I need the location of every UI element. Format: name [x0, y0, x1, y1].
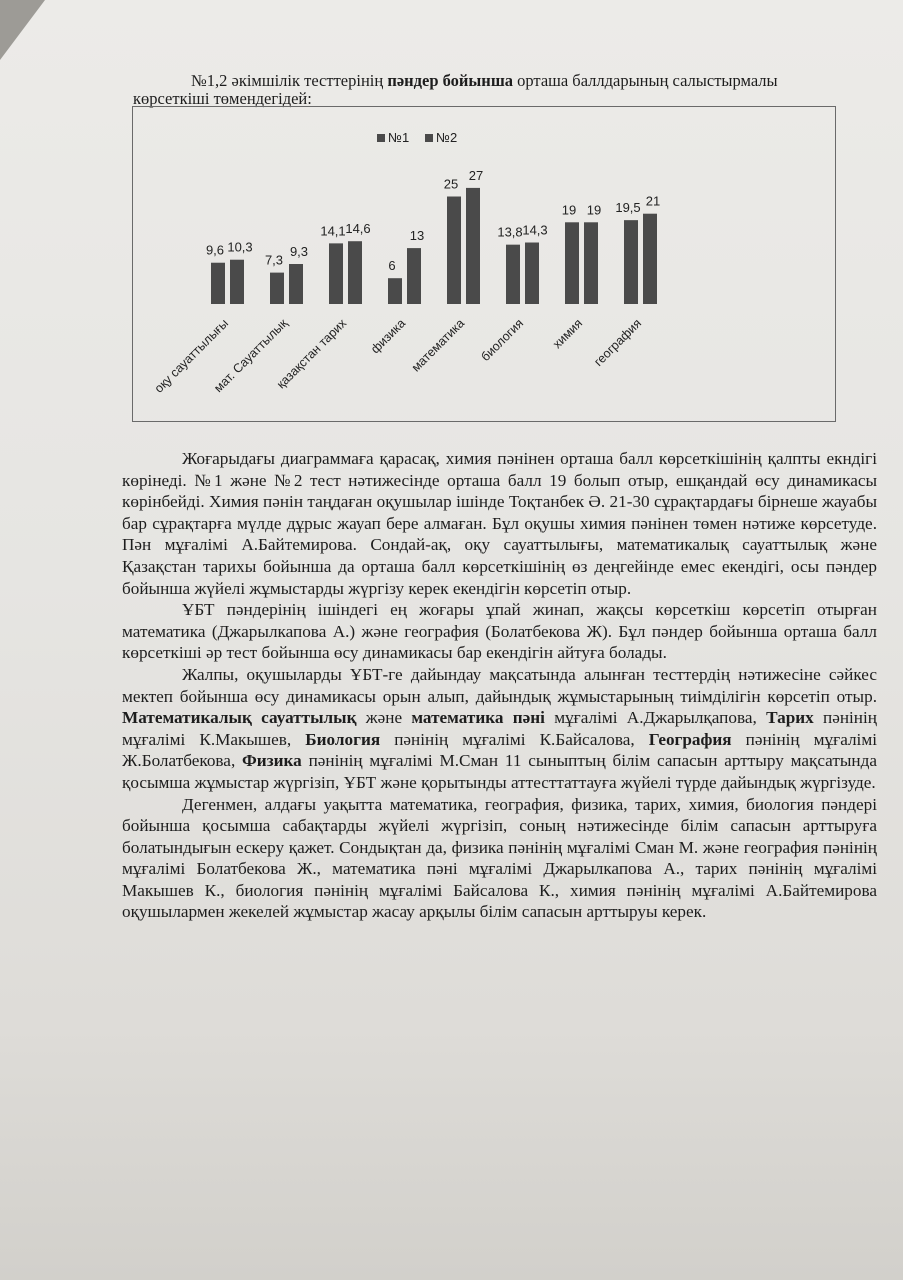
- bar: [230, 260, 244, 304]
- p3-bold-3: Тарих: [766, 708, 814, 728]
- legend-label: №2: [436, 130, 458, 145]
- heading-bold: пәндер бойынша: [387, 71, 513, 90]
- bar: [506, 245, 520, 304]
- bar: [643, 214, 657, 304]
- category-label: оқу сауаттылығы: [151, 316, 232, 396]
- bar: [329, 243, 343, 304]
- data-label: 13: [409, 228, 425, 244]
- heading-text-a: №1,2 әкімшілік тесттерінің: [191, 71, 388, 90]
- data-label: 25: [443, 176, 459, 192]
- page-heading: [133, 72, 853, 108]
- legend-label: №1: [388, 130, 410, 145]
- paragraph-3: [122, 664, 877, 794]
- bar: [348, 241, 362, 304]
- heading-line-1: [133, 72, 853, 90]
- p3-text-e: пәнінің мұғалімі К.Макышев,: [122, 708, 877, 749]
- heading-line-2: көрсеткіші төмендегідей:: [133, 89, 312, 108]
- paragraph-1: Жоғарыдағы диаграммаға қарасақ, химия пәнінен орташа балл көрсеткішінің қалпты екндігі көрінеді. №1 және №2 тест нәтижесінде орташа балл 19 болып отыр, ешқандай өсу динамикасы көрінбейді. Химия пәнін таңдаған оқушылар ішінде Тоқтанбек Ә. 21-30 сұрақтардағы бірнеше жауабы бар сұрақтарға мүлде дұрыс жауап бере алмаған. Бұл оқушы химия пәнінен төмен нәтиже көрсетуде. Пән мұғалімі А.Байтемирова. Сондай-ақ, оқу сауаттылығы, математикалық сауаттылық және Қазақстан тарихы бойынша да орташа балл көрсеткішінің өз деңгейінде емес екендігі, осы пәндер бойынша жүйелі жұмыстарды жүргізу керек екендігін көрсетіп отыр.: [122, 449, 877, 598]
- bar: [289, 264, 303, 304]
- category-label: биология: [478, 316, 527, 364]
- p3-bold-4: Биология: [305, 729, 381, 749]
- bar: [525, 243, 539, 304]
- data-label: 19,5: [615, 200, 641, 216]
- data-label: 6: [388, 258, 396, 274]
- paragraph-4: Дегенмен, алдағы уақытта математика, география, физика, тарих, химия, биология пәндері бойынша қосымша сабақтарды жүйелі жүргізіп, соның нәтижесінде білім сапасын арттыруға болатындығын ескеру қажет. Сондықтан да, физика пәнінің мұғалімі Сман М. және география пәнінің мұғалімі Болатбекова Ж., математика пәні мұғалімі Джарылкапова А., тарих пәнінің мұғалімі Макышев К., биология пәнінің мұғалімі Байсалова К., химия пәнінің мұғалімі А.Байтемирова оқушылармен жекелей жұмыстар жасау арқылы білім сапасын арттыруы керек.: [122, 794, 877, 922]
- chart-svg: [133, 107, 835, 421]
- p3-bold-2: математика пәні: [411, 708, 545, 728]
- data-label: 13,8: [497, 224, 523, 240]
- bar-chart: [132, 106, 836, 422]
- data-label: 21: [645, 193, 661, 209]
- data-label: 14,1: [320, 223, 346, 239]
- p3-bold-1: Математикалық сауаттылық: [122, 708, 357, 728]
- legend-swatch: [425, 134, 433, 142]
- bar: [466, 188, 480, 304]
- data-label: 9,3: [289, 244, 309, 260]
- p3-text-a: Жалпы, оқушыларды ҰБТ-ге дайындау мақсатында алынған тесттердің нәтижесіне сәйкес мектеп бойынша өсу динамикасы орын алып, дайындық жұмыстарының тиімділігін көрсетіп отыр.: [122, 664, 877, 706]
- p3-text-d: мұғалімі А.Джарылқапова,: [544, 708, 767, 728]
- heading-text-b: орташа баллдарының салыстырмалы: [513, 71, 778, 90]
- data-label: 9,6: [205, 242, 225, 258]
- data-label: 19: [561, 202, 577, 218]
- bar: [565, 222, 579, 304]
- folded-corner: [0, 0, 45, 60]
- body-text: [122, 448, 877, 923]
- p3-text-h: пәнінің мұғалімі М.Сман 11 сыныптың білім сапасын арттыру мақсатында қосымша жұмыстар жүргізіп, ҰБТ және қорытынды аттесттаттауға жүйелі түрде дайындық жүргізуде.: [122, 751, 877, 792]
- data-label: 19: [586, 202, 602, 218]
- p3-text-g: пәнінің мұғалімі Ж.Болатбекова,: [122, 729, 877, 771]
- p3-bold-6: Физика: [242, 751, 302, 771]
- data-label: 10,3: [227, 239, 253, 255]
- bar: [270, 273, 284, 304]
- legend-swatch: [377, 134, 385, 142]
- bar: [388, 278, 402, 304]
- bar: [407, 248, 421, 304]
- data-label: 27: [468, 167, 484, 183]
- bar: [447, 197, 461, 305]
- bar: [211, 263, 225, 304]
- category-label: математика: [408, 316, 468, 375]
- data-label: 7,3: [264, 252, 284, 268]
- p3-text-f: пәнінің мұғалімі К.Байсалова,: [380, 729, 649, 749]
- category-label: физика: [368, 316, 409, 357]
- bar: [624, 220, 638, 304]
- category-label: география: [591, 316, 645, 370]
- data-label: 14,6: [345, 221, 371, 237]
- bar: [584, 222, 598, 304]
- paragraph-2: ҰБТ пәндерінің ішіндегі ең жоғары ұпай жинап, жақсы көрсеткіш көрсетіп отырған математика (Джарылкапова А.) және география (Болатбекова Ж). Бұл пәндер бойынша орташа балл көрсеткіші әр тест бойынша өсу динамикасы бар екендігін айтуға болады.: [122, 600, 877, 663]
- p3-text-c: және: [356, 708, 412, 728]
- p3-bold-5: География: [648, 729, 732, 749]
- category-label: мат. Сауаттылық: [211, 316, 291, 396]
- data-label: 14,3: [522, 222, 548, 238]
- category-label: химия: [550, 316, 586, 352]
- category-label: қазақстан тарих: [273, 316, 350, 392]
